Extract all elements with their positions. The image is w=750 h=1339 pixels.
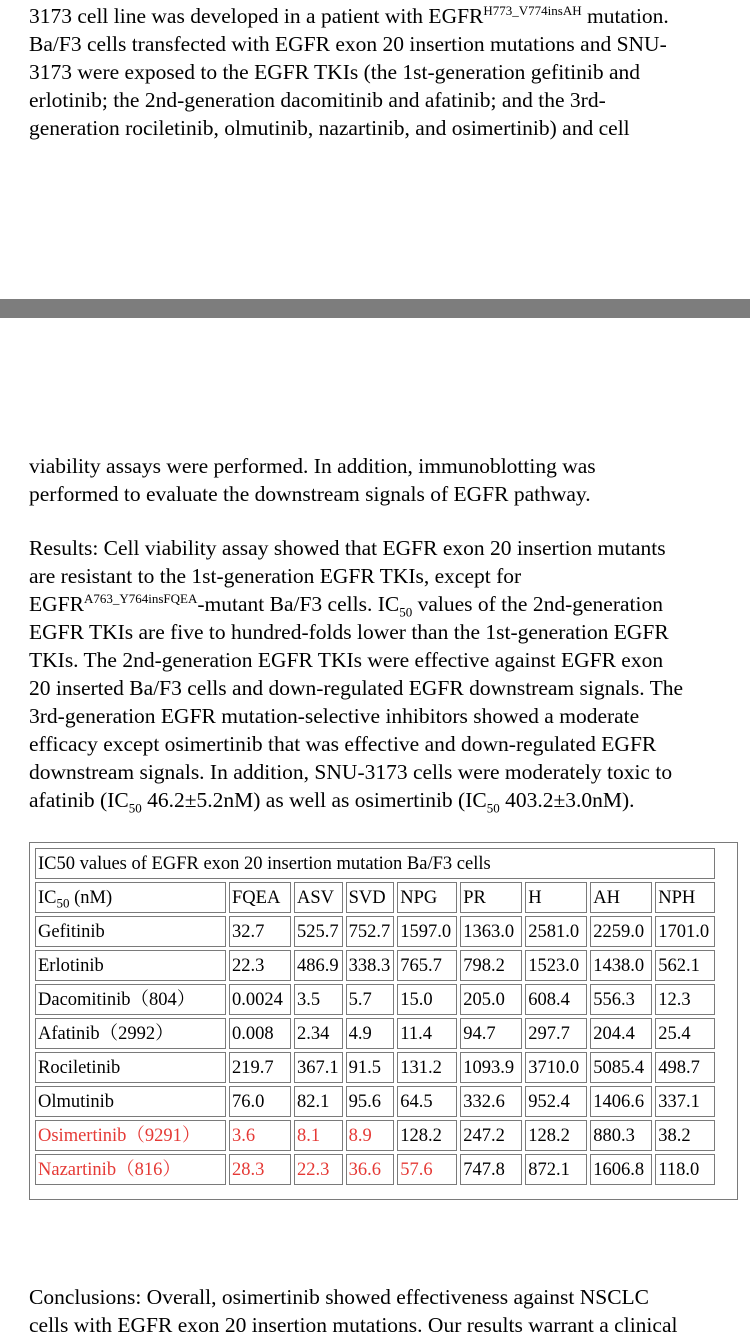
ic50-value: 367.1 [294, 1052, 343, 1083]
ic50-value: 2259.0 [590, 916, 652, 947]
intro-paragraph [29, 2, 750, 142]
ic50-value: 128.2 [397, 1120, 457, 1151]
ic50-value: 94.7 [460, 1018, 522, 1049]
subscript-50: 50 [486, 800, 500, 816]
results-paragraph [29, 534, 750, 814]
text-segment: mutation. [581, 4, 669, 28]
ic50-value: 76.0 [229, 1086, 291, 1117]
ic50-value: 4.9 [346, 1018, 395, 1049]
text-segment: EGFR [29, 592, 84, 616]
column-header: FQEA [229, 882, 291, 913]
text-line: are resistant to the 1st-generation EGFR TKIs, except for [29, 564, 522, 588]
ic50-value: 332.6 [460, 1086, 522, 1117]
text-segment: -mutant Ba/F3 cells. IC [197, 592, 400, 616]
ic50-value: 952.4 [525, 1086, 587, 1117]
ic50-value: 22.3 [229, 950, 291, 981]
text-line: TKIs. The 2nd-generation EGFR TKIs were effective against EGFR exon [29, 648, 664, 672]
ic50-value: 562.1 [655, 950, 715, 981]
subscript-50: 50 [56, 895, 70, 911]
ic50-value: 5.7 [346, 984, 395, 1015]
text-line: 3173 were exposed to the EGFR TKIs (the 1st-generation gefitinib and [29, 60, 641, 84]
drug-name: Erlotinib [35, 950, 226, 981]
text-line: downstream signals. In addition, SNU-3173 cells were moderately toxic to [29, 760, 673, 784]
ic50-value: 28.3 [229, 1154, 291, 1185]
ic50-value: 38.2 [655, 1120, 715, 1151]
header-label-text: IC [38, 888, 57, 908]
drug-name: Nazartinib（816） [35, 1154, 226, 1185]
table-caption: IC50 values of EGFR exon 20 insertion mutation Ba/F3 cells [35, 848, 715, 879]
ic50-value: 1093.9 [460, 1052, 522, 1083]
ic50-value: 872.1 [525, 1154, 587, 1185]
table-row [35, 916, 715, 947]
ic50-table [29, 842, 738, 1200]
ic50-value: 15.0 [397, 984, 457, 1015]
column-header: SVD [346, 882, 395, 913]
ic50-value: 337.1 [655, 1086, 715, 1117]
ic50-value: 12.3 [655, 984, 715, 1015]
ic50-value: 205.0 [460, 984, 522, 1015]
ic50-value: 880.3 [590, 1120, 652, 1151]
ic50-value: 1363.0 [460, 916, 522, 947]
ic50-value: 1406.6 [590, 1086, 652, 1117]
ic50-value: 498.7 [655, 1052, 715, 1083]
ic50-value: 64.5 [397, 1086, 457, 1117]
text-line: Ba/F3 cells transfected with EGFR exon 20 insertion mutations and SNU- [29, 32, 667, 56]
ic50-value: 1523.0 [525, 950, 587, 981]
text-line [29, 2, 750, 30]
superscript-mutation: A763_Y764insFQEA [83, 590, 198, 606]
header-unit: (nM) [69, 888, 113, 908]
ic50-value: 1597.0 [397, 916, 457, 947]
text-line: generation rociletinib, olmutinib, nazartinib, and osimertinib) and cell [29, 116, 630, 140]
text-line: Results: Cell viability assay showed that EGFR exon 20 insertion mutants [29, 536, 666, 560]
ic50-value: 2.34 [294, 1018, 343, 1049]
text-line: EGFR TKIs are five to hundred-folds lower than the 1st-generation EGFR [29, 620, 669, 644]
column-header: ASV [294, 882, 343, 913]
ic50-value: 556.3 [590, 984, 652, 1015]
ic50-value: 5085.4 [590, 1052, 652, 1083]
column-header: AH [590, 882, 652, 913]
drug-name: Gefitinib [35, 916, 226, 947]
ic50-value: 1701.0 [655, 916, 715, 947]
table-caption-row [35, 848, 715, 879]
ic50-value: 752.7 [346, 916, 395, 947]
ic50-value: 36.6 [346, 1154, 395, 1185]
viability-paragraph [29, 452, 750, 508]
subscript-50: 50 [399, 604, 413, 620]
text-line [29, 786, 750, 814]
column-header: NPG [397, 882, 457, 913]
ic50-value: 11.4 [397, 1018, 457, 1049]
ic50-value: 8.1 [294, 1120, 343, 1151]
text-line: Conclusions: Overall, osimertinib showed effectiveness against NSCLC [29, 1285, 650, 1309]
ic50-value: 219.7 [229, 1052, 291, 1083]
text-line: 3rd-generation EGFR mutation-selective inhibitors showed a moderate [29, 704, 640, 728]
ic50-value: 82.1 [294, 1086, 343, 1117]
ic50-value: 118.0 [655, 1154, 715, 1185]
text-segment: 46.2±5.2nM) as well as osimertinib (IC [141, 788, 487, 812]
ic50-value: 3.6 [229, 1120, 291, 1151]
ic50-value: 2581.0 [525, 916, 587, 947]
text-line: viability assays were performed. In addition, immunoblotting was [29, 454, 596, 478]
drug-name: Rociletinib [35, 1052, 226, 1083]
drug-name: Osimertinib（9291） [35, 1120, 226, 1151]
ic50-value: 32.7 [229, 916, 291, 947]
ic50-value: 338.3 [346, 950, 395, 981]
column-header: PR [460, 882, 522, 913]
table-row [35, 1086, 715, 1117]
table-header-row [35, 882, 715, 913]
subscript-50: 50 [128, 800, 142, 816]
text-line: performed to evaluate the downstream signals of EGFR pathway. [29, 482, 591, 506]
drug-name: Dacomitinib（804） [35, 984, 226, 1015]
ic50-value: 3710.0 [525, 1052, 587, 1083]
ic50-value: 22.3 [294, 1154, 343, 1185]
ic50-value: 91.5 [346, 1052, 395, 1083]
text-segment: afatinib (IC [29, 788, 129, 812]
ic50-value: 525.7 [294, 916, 343, 947]
ic50-value: 0.008 [229, 1018, 291, 1049]
ic50-value: 8.9 [346, 1120, 395, 1151]
ic50-value: 0.0024 [229, 984, 291, 1015]
text-segment: 3173 cell line was developed in a patient with EGFR [29, 4, 484, 28]
ic50-value: 3.5 [294, 984, 343, 1015]
ic50-value: 131.2 [397, 1052, 457, 1083]
ic50-value: 1606.8 [590, 1154, 652, 1185]
table-row [35, 1018, 715, 1049]
ic50-value: 297.7 [525, 1018, 587, 1049]
text-line [29, 590, 750, 618]
ic50-value: 128.2 [525, 1120, 587, 1151]
text-line: efficacy except osimertinib that was effective and down-regulated EGFR [29, 732, 657, 756]
superscript-mutation: H773_V774insAH [483, 2, 582, 18]
header-label [35, 882, 226, 913]
table-row [35, 1052, 715, 1083]
conclusions-paragraph [29, 1283, 750, 1339]
column-header: NPH [655, 882, 715, 913]
ic50-value: 798.2 [460, 950, 522, 981]
table-row [35, 984, 715, 1015]
ic50-value: 247.2 [460, 1120, 522, 1151]
text-line: erlotinib; the 2nd-generation dacomitinib and afatinib; and the 3rd- [29, 88, 606, 112]
ic50-value: 608.4 [525, 984, 587, 1015]
text-segment: values of the 2nd-generation [412, 592, 663, 616]
ic50-value: 95.6 [346, 1086, 395, 1117]
table-row [35, 950, 715, 981]
drug-name: Afatinib（2992） [35, 1018, 226, 1049]
table-row [35, 1154, 715, 1185]
column-header: H [525, 882, 587, 913]
ic50-value: 1438.0 [590, 950, 652, 981]
ic50-value: 204.4 [590, 1018, 652, 1049]
text-line: 20 inserted Ba/F3 cells and down-regulated EGFR downstream signals. The [29, 676, 684, 700]
ic50-value: 25.4 [655, 1018, 715, 1049]
ic50-value: 765.7 [397, 950, 457, 981]
text-segment: 403.2±3.0nM). [499, 788, 635, 812]
ic50-value: 747.8 [460, 1154, 522, 1185]
drug-name: Olmutinib [35, 1086, 226, 1117]
text-line: cells with EGFR exon 20 insertion mutations. Our results warrant a clinical [29, 1313, 678, 1337]
ic50-value: 486.9 [294, 950, 343, 981]
table-row [35, 1120, 715, 1151]
page-divider [0, 299, 750, 318]
ic50-value: 57.6 [397, 1154, 457, 1185]
